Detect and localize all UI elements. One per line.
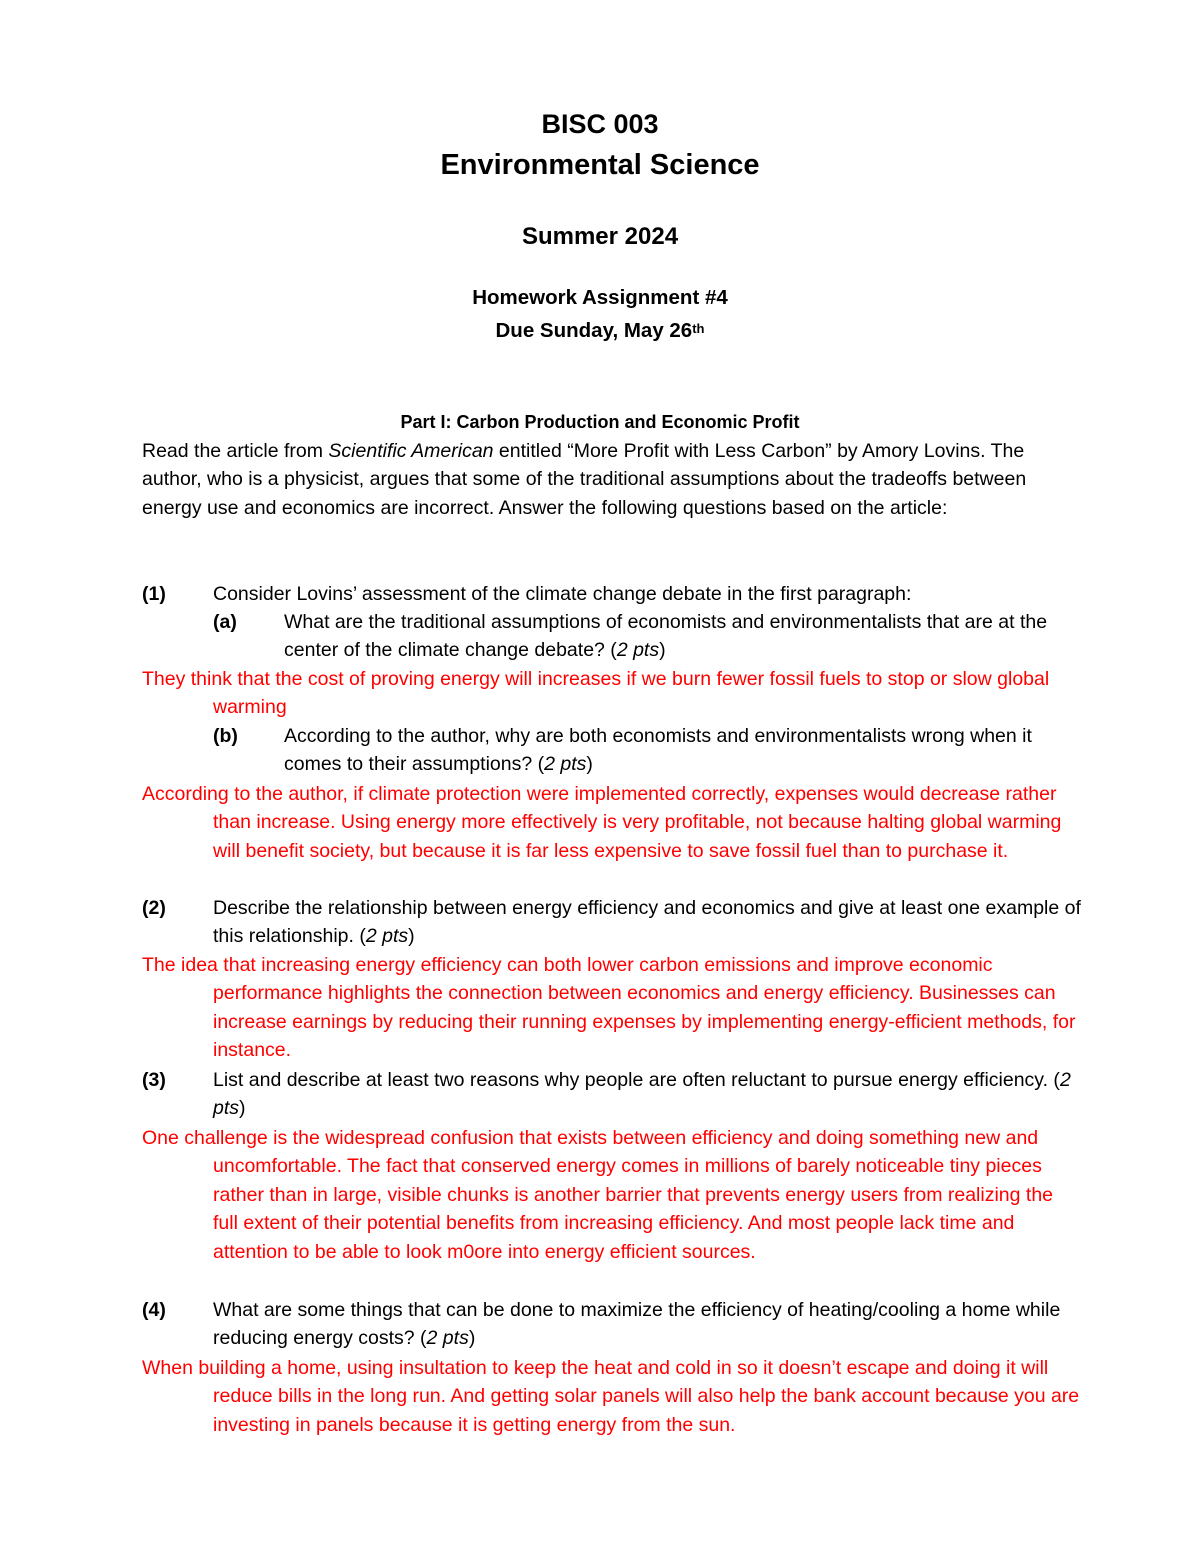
assignment-title: Homework Assignment #4 (472, 286, 728, 309)
answer-1a: They think that the cost of proving energy will increases if we burn fewer fossil fuels to stop or slow global warming (142, 668, 1050, 719)
question-text (284, 608, 1082, 665)
course-title: Environmental Science (440, 149, 760, 181)
points-open: ( (532, 753, 545, 776)
question-number: (4) (142, 1299, 166, 1321)
points-close: ) (239, 1097, 246, 1120)
question-body: What are the traditional assumptions of economists and environmentalists that are at the center of the climate change debate? (284, 611, 1048, 662)
question-4 (142, 1296, 1082, 1353)
points-close: ) (408, 925, 415, 948)
question-2 (142, 894, 1082, 951)
points: 2 pts (616, 639, 660, 662)
intro-text-2: entitled “More Profit with Less Carbon” by Amory Lovins. The author, who is a physicist, argues that some of the traditional assumptions about the tradeoffs between energy use and economics are incorrect. Answer the following questions based on the article: (142, 440, 1027, 519)
answer-3: One challenge is the widespread confusion that exists between efficiency and doing something new and uncomfortable. The fact that conserved energy comes in millions of barely noticeable tiny pieces rather than in large, visible chunks is another barrier that prevents energy users from realizing the full extent of their potential benefits from increasing efficiency. And most people lack time and attention to be able to look m0ore into energy efficient sources. (142, 1127, 1054, 1263)
due-date-suffix: th (692, 321, 705, 336)
points-close: ) (468, 1327, 476, 1350)
question-text (213, 1296, 1082, 1353)
question-text (284, 722, 1082, 779)
points-open: ( (604, 639, 617, 662)
answer-2: The idea that increasing energy efficiency can both lower carbon emissions and improve economic performance highlights the connection between economics and energy efficiency. Businesses can increase earnings by reducing their running expenses by implementing energy-efficient methods, for instance. (142, 954, 1076, 1062)
intro-text-1: Read the article from (142, 440, 329, 462)
answer-1b: According to the author, if climate protection were implemented correctly, expenses would decrease rather than increase. Using energy more effectively is very profitable, not because halting global warming will benefit society, but because it is far less expensive to save fossil fuel than to purchase it. (142, 783, 1062, 862)
question-number: (1) (142, 583, 166, 605)
question-text: Consider Lovins’ assessment of the climate change debate in the first paragraph: (213, 583, 912, 605)
question-3 (142, 1066, 1082, 1123)
points: 2 pts (365, 925, 409, 948)
points-open: ( (353, 925, 366, 948)
points: 2 pts (426, 1327, 469, 1350)
question-1 (142, 580, 1082, 608)
question-1a (142, 608, 1082, 665)
points-open: ( (1048, 1069, 1060, 1091)
question-body: What are some things that can be done to maximize the efficiency of heating/cooling a home while reducing energy costs? (213, 1299, 1061, 1350)
question-body: Describe the relationship between energy efficiency and economics and give at least one example of this relationship. (213, 897, 1081, 948)
points-close: ) (586, 753, 593, 776)
points: 2 pts (213, 1069, 1071, 1120)
term: Summer 2024 (521, 223, 679, 250)
due-date-text: Due Sunday, May 26 (495, 319, 693, 342)
points: 2 pts (544, 753, 587, 776)
question-body: List and describe at least two reasons why people are often reluctant to pursue energy efficiency. (213, 1069, 1049, 1091)
due-date (0, 318, 1200, 344)
intro-paragraph (142, 437, 1082, 522)
question-number: (3) (142, 1069, 166, 1091)
course-code: BISC 003 (541, 109, 659, 139)
part-heading: Part I: Carbon Production and Economic Profit (400, 412, 800, 432)
question-number: (2) (142, 897, 166, 919)
question-text (213, 1066, 1082, 1123)
answer-4: When building a home, using insultation to keep the heat and cold in so it doesn’t escape and doing it will reduce bills in the long run. And getting solar panels will also help the bank account because you are investing in panels because it is getting energy from the sun. (142, 1357, 1080, 1436)
points-open: ( (414, 1327, 427, 1350)
question-body: According to the author, why are both economists and environmentalists wrong when it comes to their assumptions? (284, 725, 1032, 776)
question-text (213, 894, 1082, 951)
question-number: (a) (213, 611, 237, 633)
intro-source: Scientific American (328, 440, 494, 462)
question-1b (142, 722, 1082, 779)
points-close: ) (659, 639, 666, 662)
question-number: (b) (213, 725, 238, 747)
